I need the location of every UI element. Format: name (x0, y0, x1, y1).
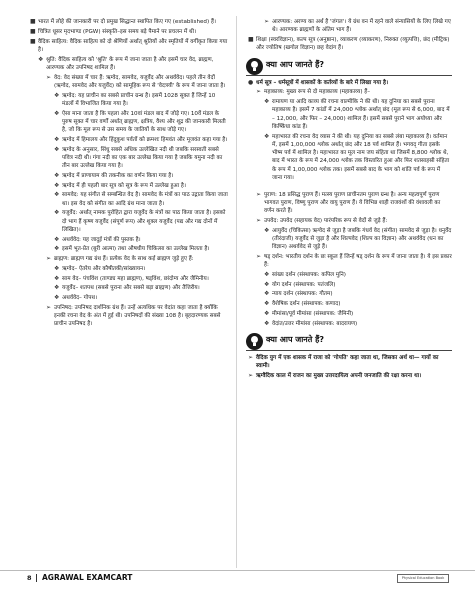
bullet-marker: ❖ (54, 135, 60, 143)
bullet-marker: ➢ (46, 255, 52, 262)
list-item (28, 56, 228, 73)
bullet-marker: ❖ (54, 284, 60, 292)
box-title: क्या आप जानते हैं? (266, 59, 324, 69)
list-item-text: मीमांसा/पूर्व मीमांसा (संस्थापक: जैमिनी) (272, 310, 354, 317)
list-item-text: इसमें भूत-प्रेत (बुरी आत्मा) तथा औषधीय चिकित्सा का उल्लेख मिलता है। (62, 246, 210, 253)
list-item (28, 209, 228, 234)
list-item (246, 227, 452, 252)
bullet-marker: ❖ (264, 290, 270, 298)
list-item (246, 18, 452, 35)
list-item (246, 191, 452, 216)
bullet-marker: ❖ (264, 300, 270, 307)
list-item-text: वेद: वेद संख्या में चार हैं: ऋग्वेद, सामवेद, यजुर्वेद और अथर्ववेद। पहले तीन वेदों (ऋग्वेद, सामवेद और यजुर्वेद) को सामूहिक रूप से 'वेदत्रयी' के रूप में जाना जाता है। (54, 74, 226, 89)
list-item (246, 36, 452, 53)
right-column (246, 18, 452, 389)
footer-separator (36, 574, 37, 582)
list-item-text: ऋग्वेद: यह प्राचीन का सबसे प्राचीन ग्रन्थ है। इसमें 1028 सूक्त हैं जिन्हें 10 मंडलों में विभाजित किया गया है। (62, 92, 216, 107)
bullet-marker: ❖ (54, 245, 60, 253)
list-item-text: आयुर्वेद (चिकित्सा) ऋग्वेद से जुड़ा है जबकि गंधर्व वेद (संगीत) सामवेद से जुड़ा है। धनुर्वेद (तीरंदाजी) यजुर्वेद से जुड़ा है और शिल्पवेद (शिल्प का विज्ञान) और अथर्ववेद (धन का विज्ञान) अथर्ववेद से जुड़े हैं। (272, 227, 452, 250)
bullet-marker: ■ (30, 37, 36, 45)
box-header (246, 58, 452, 75)
brand-prefix: AGRAWAL (42, 573, 84, 582)
bullet-marker: ❖ (54, 191, 60, 199)
bullet-marker: ❖ (54, 109, 60, 117)
list-item (246, 290, 452, 298)
list-item (246, 98, 452, 131)
list-item (246, 372, 452, 380)
bullet-marker: ❖ (264, 132, 270, 140)
list-item-text: ऋग्वैदिक काल में राजन का मुख्य उत्तरदायित्व अपनी जनजाति की रक्षा करना था। (256, 372, 422, 379)
list-item-text: ब्राह्मण: ब्राह्मण गद्य ग्रंथ हैं। प्रत्येक वेद के साथ कई ब्राह्मण जुड़े हुए हैं: (54, 256, 194, 262)
did-you-know-box-1 (246, 58, 452, 187)
box-highlight-text: धर्म सूत्र – धर्मसूत्रों में शासकों के कर्तव्यों के बारे में लिखा गया है। (256, 79, 389, 86)
box-items (246, 350, 452, 385)
list-item-text: महाभारत की रचना वेद व्यास ने की थी। यह दुनिया का सबसे लंबा महाकाव्य है। वर्तमान में, इसमें 1,00,000 श्लोक अर्थात् छंद और 18 पर्व शामिल हैं। भगवद् गीता इसके भीष्म पर्व में शामिल है। महाभारत का मूल नाम जय संहिता था जिसमें 8,800 श्लोक थे, बाद में भारत के रूप में 24,000 श्लोक तक विस्तारित हुआ और फिर शतसाहस्री संहिता के रूप में 1,00,000 श्लोक तक। इसमें सबसे बाद के भाग को शांति पर्व के रूप में जाना गया। (272, 133, 450, 181)
list-item-text: अथर्ववेद– गोपथ। (62, 295, 98, 301)
list-item (28, 304, 228, 329)
list-item (28, 18, 228, 26)
bullet-marker: ❖ (264, 226, 270, 234)
publisher-brand (42, 573, 132, 582)
list-item-text: चित्रित धूसर मृदभाण्ड (PGW) संस्कृति–इस समय बड़े पैमाने पर प्रचलन में थी। (38, 28, 197, 35)
bullet-marker: ❖ (54, 264, 60, 272)
list-item (28, 28, 228, 36)
bullet-marker: ➢ (264, 18, 270, 25)
bullet-marker: ➢ (46, 303, 52, 311)
bullet-marker: ➢ (256, 190, 262, 198)
list-item-text: ऐसा माना जाता है कि पहला और 10वां मंडल बाद में जोड़े गए। 10वें मंडल के पुरुष सूक्त में चार वर्णों अर्थात् ब्राह्मण, क्षत्रिय, वैश्य और शूद्र की जानकारी मिलती है, जो कि मूल रूप से उस समय के जातियों के साथ जोड़े गए। (62, 110, 226, 133)
page-number: 8 (27, 574, 32, 582)
lightbulb-icon (246, 333, 263, 350)
bullet-marker: ❖ (54, 294, 60, 301)
list-item (28, 255, 228, 263)
list-item-text: वैदिक युग में एक शासक में राजा को 'गोपति' कहा जाता था, जिसका अर्थ था— गायों का स्वामी। (256, 354, 439, 369)
list-item (28, 236, 228, 244)
left-column (28, 18, 228, 330)
list-item-text: श्रुति: वैदिक साहित्य को 'श्रुति' के रूप में जाना जाता है और इसमें चार वेद, ब्राह्मण, आरण्यक और उपनिषद शामिल हैं। (46, 56, 214, 71)
list-item (28, 38, 228, 55)
bullet-marker: ❖ (54, 171, 60, 179)
list-item-text: महाकाव्य: मुख्य रूप से दो महाकाव्य (महाकाव्य) हैं– (264, 89, 371, 96)
bullet-marker: ➢ (46, 73, 52, 81)
list-item (28, 136, 228, 144)
list-item (28, 275, 228, 283)
list-item-text: ऋग्वेद– ऐतरेय और कौषीतकी/सांख्यायन। (62, 265, 146, 272)
list-item-text: ऋग्वेद में प्राणायाम की तकनीक का वर्णन किया गया है। (62, 172, 174, 179)
bullet-marker: ❖ (264, 98, 270, 105)
list-item-text: पुराण: 18 प्रसिद्ध पुराण हैं। मत्स्य पुराण प्राचीनतम पुराण ग्रन्थ है। अन्य महत्वपूर्ण पुराण भागवत पुराण, विष्णु पुराण और वायु पुराण हैं। ये विभिन्न शाही राजवंशों की वंशावली का वर्णन करते हैं। (264, 191, 441, 214)
list-item-text: आरण्यक: अरण्य का अर्थ है 'जंगल'। ये ग्रंथ वन में रहने वाले संन्यासियों के लिए लिखे गए थे। आरण्यक ब्राह्मणों के अंतिम भाग हैं। (272, 19, 451, 34)
bullet-marker: ❖ (264, 309, 270, 317)
list-item-text: यजुर्वेद: अर्थात् नामक पुरोहित द्वारा यजुर्वेद के मंत्रों का पाठ किया जाता है। इसको दो भाग हैं कृष्ण यजुर्वेद (संपूर्ण रूप) और शुक्ल यजुर्वेद (पद्य और गद्य दोनों में लिखित)। (62, 210, 226, 233)
bullet-marker: ● (248, 78, 254, 86)
list-item-text: उपनिषद: उपनिषद दार्शनिक ग्रंथ हैं। उन्हें अत्यधिक पर वेदांत कहा जाता है क्योंकि इनकी रचना वेद के अंत में हुई थी। उपनिषदों की संख्या 108 है। बृहदारण्यक सबसे प्राचीन उपनिषद है। (54, 304, 221, 328)
list-item-text: शिक्षा (स्वरविज्ञान), कल्प सूत्र (अनुष्ठान), व्याकरण (व्याकरण), निरुक्त (व्युत्पत्ति), छंद (मीट्रिक) और ज्योतिष (खगोल विज्ञान) छह वेदांग हैं। (256, 37, 450, 52)
list-item (246, 281, 452, 289)
list-item (28, 191, 228, 208)
list-item-text: सांख्य दर्शन (संस्थापक: कपिल मुनि) (272, 271, 346, 278)
bullet-marker: ❖ (54, 209, 60, 217)
list-item (28, 172, 228, 180)
box-body (246, 75, 452, 187)
list-item-text: न्याय दर्शन (संस्थापक: गौतम) (272, 291, 333, 298)
list-item-text: षड् दर्शन: भारतीय दर्शन के छः स्कूल हैं जिन्हें षड् दर्शन के रूप में जाना जाता है। ये इस प्रकार हैं: (264, 253, 452, 268)
list-item-text: ऋग्वेद में हिमालय और हिंदुकुश पर्वतों को क्रमशः हिमवंत और मूजवंत कहा गया है। (62, 136, 228, 143)
bullet-marker: ❖ (54, 145, 60, 153)
bullet-marker: ❖ (38, 55, 44, 63)
list-item (246, 133, 452, 183)
list-item-text: ऋग्वेद के अनुसार, सिंधु सबसे अधिक उल्लेखित नदी थी जबकि सरस्वती सबसे पवित्र नदी थी। गंगा नदी का एक बार उल्लेख किया गया है जबकि यमुना नदी का तीन बार उल्लेख किया गया है। (62, 146, 223, 169)
bullet-marker: ➢ (256, 252, 262, 260)
list-item-text: उपवेद: उपवेद (सहायक वेद) पारंपरिक रूप से वेदों से जुड़े हैं: (264, 217, 388, 224)
list-item (28, 182, 228, 190)
list-item-text: वेदांत/उत्तर मीमांसा (संस्थापक: बादरायण) (272, 320, 358, 327)
column-divider (236, 16, 237, 568)
bullet-marker: ❖ (54, 181, 60, 189)
list-item-text: रामायण या आदि काव्य की रचना वाल्मीकि ने की थी। यह दुनिया का सबसे पुराना महाकाव्य है। इसमें 7 कांडों में 24,000 श्लोक अर्थात् छंद (मूल रूप से 6,000, बाद में – 12,000, और फिर – 24,000) शामिल हैं। इसमें सबसे पुराने भाग अयोध्या और किष्किंधा कांड हैं। (272, 99, 450, 130)
list-item-text: सामवेद: यह संगीत से सम्बन्धित वेद है। सामवेद के मंत्रों का पाठ उद्गाता किया जाता था। इस वेद को संगीत का आदि ग्रंथ माना जाता है। (62, 192, 228, 207)
list-item-text: अथर्ववेद: यह जादुई मंत्रों की पुस्तक है। (62, 236, 141, 243)
list-item (246, 320, 452, 328)
bullet-marker: ➢ (248, 371, 254, 379)
list-item (28, 92, 228, 109)
book-badge: Physical Education Book (397, 574, 449, 583)
list-item (246, 310, 452, 318)
list-item (246, 300, 452, 308)
list-item (246, 88, 452, 96)
bullet-marker: ❖ (264, 319, 270, 327)
bullet-marker: ➢ (256, 88, 262, 96)
did-you-know-box-2 (246, 333, 452, 385)
list-item-text: साम वेद– पंचविंश (ताण्ड्य महा ब्राह्मण), षड्विंश, छांदोग्य और जैमिनीय। (62, 275, 209, 282)
list-item-text: योग दर्शन (संस्थापक: पतंजलि) (272, 281, 336, 288)
list-item (28, 294, 228, 302)
list-item-text: वैशेषिक दर्शन (संस्थापक: कणाद) (272, 301, 341, 307)
bullet-marker: ❖ (264, 270, 270, 278)
lightbulb-icon (246, 58, 263, 75)
box-title: क्या आप जानते हैं? (266, 334, 324, 344)
bullet-marker: ■ (30, 27, 36, 35)
bullet-marker: ❖ (264, 280, 270, 288)
box-items (246, 88, 452, 182)
bullet-marker: ■ (248, 36, 254, 43)
list-item-text: भारत में लोहे की जानकारी पर दो प्रमुख सिद्धान्त स्थापित किए गए (established) हैं। (38, 19, 217, 25)
list-item (246, 217, 452, 225)
page-footer (0, 570, 475, 585)
list-item (28, 265, 228, 273)
right-top-section (246, 18, 452, 53)
list-item (246, 271, 452, 279)
list-item (246, 253, 452, 270)
list-item (246, 354, 452, 371)
box-highlight (246, 79, 452, 87)
bullet-marker: ❖ (54, 235, 60, 243)
list-item-text: यजुर्वेद– शतपथ (सबसे पुराना और सबसे बड़ा ब्राह्मण) और तैत्तिरीय। (62, 285, 200, 292)
list-item (28, 110, 228, 135)
bullet-marker: ❖ (54, 274, 60, 282)
list-item-text: ऋग्वेद में ही पहली बार सूत्र को सूत्र के रूप में उल्लेख हुआ है। (62, 182, 187, 189)
box-header (246, 333, 452, 350)
bullet-marker: ❖ (54, 91, 60, 99)
right-mid-section (246, 191, 452, 328)
bullet-marker: ➢ (256, 216, 262, 224)
list-item (28, 284, 228, 292)
list-item (28, 146, 228, 171)
list-item (28, 245, 228, 253)
list-item (28, 74, 228, 91)
list-item-text: वैदिक साहित्य: वैदिक साहित्य को दो श्रेणियों अर्थात् श्रुतियों और स्मृतियों में वर्गीकृत किया गया है। (38, 38, 228, 53)
bullet-marker: ■ (30, 18, 36, 25)
bullet-marker: ➢ (248, 353, 254, 361)
brand-suffix: EXAMCART (86, 573, 133, 582)
